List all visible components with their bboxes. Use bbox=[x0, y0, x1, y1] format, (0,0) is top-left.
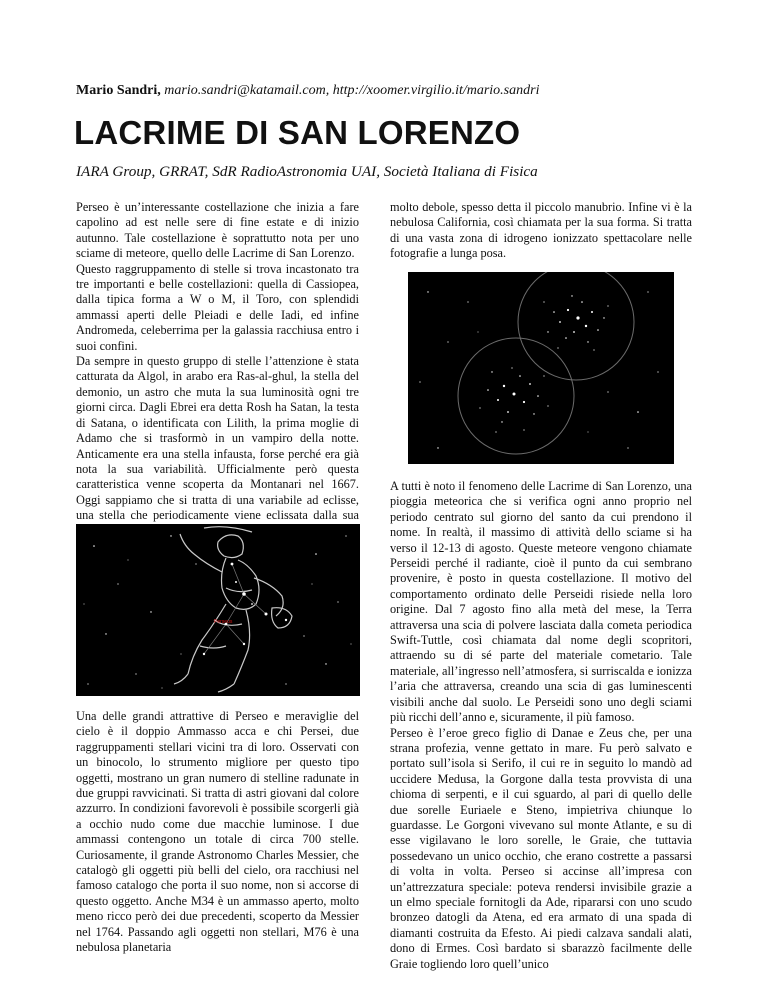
left-column-top-text bbox=[76, 200, 359, 539]
right-column-bottom-text bbox=[390, 479, 692, 972]
perseus-label: Perseus bbox=[214, 619, 233, 625]
paragraph: Da sempre in questo gruppo di stelle l’attenzione è stata catturata da Algol, in arabo era Ras-al-ghul, la stella del demonio, un astro che muta la sua luminosità ogni tre giorni circa. Dagli Ebrei era detta Rosh ha Satan, la testa di Satana, o identificata con Lilith, la prima moglie di Adamo che si trasformò in un vampiro della notte. Anticamente era una stella infausta, forse perché era già nota la sua variabilità. Ufficialmente però questa caratteristica venne scoperta da Montanari nel 1667. Oggi sappiamo che si tratta di una variabile ad eclisse, una stella che periodicamente viene eclissata dalla sua bbox=[76, 354, 359, 523]
paragraph: Una delle grandi attrattive di Perseo e meraviglie del cielo è il doppio Ammasso acca e chi Persei, due raggruppamenti stellari vicini tra di loro. Osservati con un binocolo, lo strumento migliore per questo tipo oggetti, mostrano un gran numero di stelline radunate in due gruppi ravvicinati. Si tratta di astri giovani dal colore azzurro. In condizioni favorevoli è possibile scorgerli già a occhio nudo come due macchie luminose. I due ammassi contengono un totale di circa 700 stelle. Curiosamente, il grande Astronomo Charles Messier, che catalogò gli oggetti più belli del cielo, ora racchiusi nel famoso catalogo che porta il suo nome, non si accorse di questo oggetto. Anche M34 è un ammasso aperto, molto meno ricco però dei due precedenti, scoperto da Messier nel 1764. Passando agli oggetti non stellari, M76 è una nebulosa planetaria bbox=[76, 709, 359, 955]
perseus-constellation-image bbox=[76, 524, 360, 696]
paragraph: molto debole, spesso detta il piccolo manubrio. Infine vi è la nebulosa California, così chiamata per la sua forma. Si tratta di una vasta zona di idrogeno ionizzato spettacolare nelle fotografie a lunga posa. bbox=[390, 200, 692, 261]
author-line bbox=[76, 83, 539, 99]
paragraph: Questo raggruppamento di stelle si trova incastonato tra tre importanti e belle costellazioni: quella di Cassiopea, dalla tipica forma a W o M, il Toro, con splendidi ammassi aperti delle Pleiadi e delle Iadi, ed infine Andromeda, celeberrima per la galassia racchiusa entro i suoi confini. bbox=[76, 261, 359, 353]
right-column-top-text bbox=[390, 200, 692, 262]
paragraph: Perseo è un’interessante costellazione che inizia a fare capolino ad est nelle sere di fine estate e di inizio autunno. Tale costellazione è soprattutto nota per uno sciame di meteore, quello delle Lacrime di San Lorenzo. bbox=[76, 200, 359, 261]
perseus-figure-drawing bbox=[76, 524, 360, 696]
double-cluster-drawing bbox=[408, 272, 674, 464]
document-title: LACRIME DI SAN LORENZO bbox=[74, 114, 521, 151]
affiliation: IARA Group, GRRAT, SdR RadioAstronomia UAI, Società Italiana di Fisica bbox=[76, 163, 538, 180]
author-contact: mario.sandri@katamail.com, http://xoomer.virgilio.it/mario.sandri bbox=[164, 83, 540, 98]
double-cluster-image bbox=[408, 272, 674, 464]
paragraph: A tutti è noto il fenomeno delle Lacrime di San Lorenzo, una pioggia meteorica che si verifica ogni anno proprio nel periodo centrato sul giorno del santo da cui prendono il nome. In realtà, il massimo di attività dello sciame si ha verso il 12-13 di agosto. Queste meteore vengono chiamate Perseidi perché il radiante, cioè il punto da cui sembrano provenire, è posto in questa costellazione. Il motivo del comportamento ordinato delle Perseidi risiede nella loro origine. Dal 7 agosto fino alla metà del mese, la Terra attraversa una scia di polvere lasciata dalla cometa periodica Swift-Tuttle, così chiamata dal nome degli scopritori, attraendo su di sé parte del materiale cometario. Tale materiale, all’ingresso nell’atmosfera, si surriscalda e ionizza l’aria che attraversa, creando una scia di gas luminescenti visibili anche dal suolo. Le Perseidi sono uno degli sciami più ricchi dell’anno e, sicuramente, il più famoso. bbox=[390, 479, 692, 725]
paragraph: Perseo è l’eroe greco figlio di Danae e Zeus che, per una strana profezia, venne gettato in mare. Fu però salvato e portato sull’isola si Serifo, il cui re in seguito lo mandò ad uccidere Medusa, la Gorgone dalla testa provvista di una chioma di serpenti, e il cui sguardo, al pari di quello delle due sorelle Euriaele e Steno, impietriva chiunque lo guardasse. Le Gorgoni vivevano sul monte Atlante, e su di esse vigilavano le loro sorelle, le Graie, che tuttavia possedevano un unico occhio, che erano costrette a passarsi di volta in volta. Perseo si accinse all’impresa con un’attrezzatura speciale: poteva rendersi invisibile grazie a un elmo speciale fornitogli da Ade, ripararsi con uno scudo bronzeo datogli da Atena, ed era armato di una spada di diamanti costruita da Efesto. Ai piedi calzava sandali alati, dono di Ermes. Così bardato si sbarazzò facilmente delle Graie togliendo loro quell’unico bbox=[390, 725, 692, 971]
left-column-bottom-text bbox=[76, 709, 359, 956]
author-name: Mario Sandri, bbox=[76, 83, 161, 98]
